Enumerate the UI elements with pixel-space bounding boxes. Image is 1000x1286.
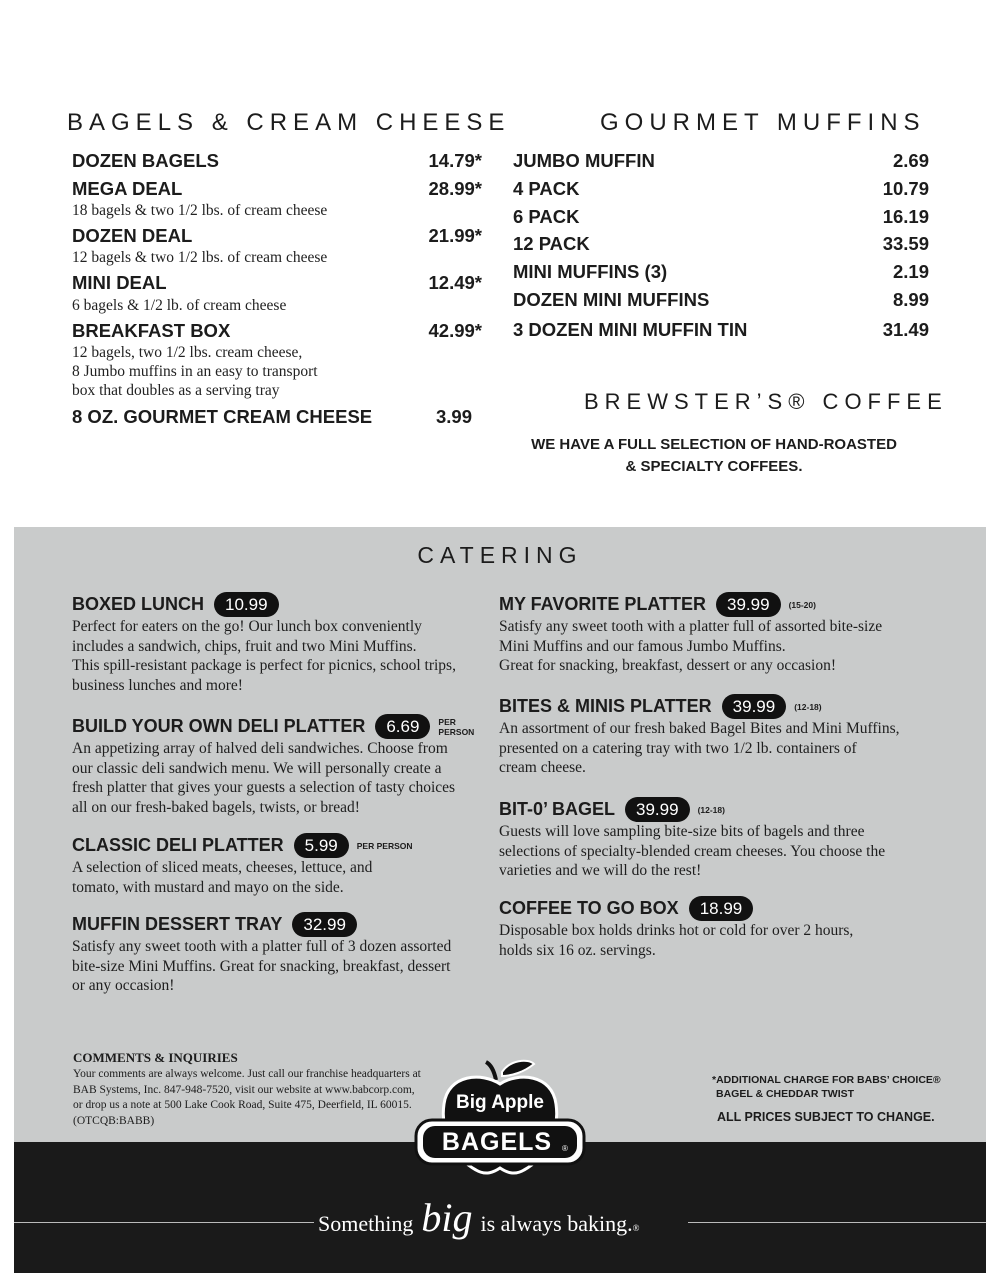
desc-line: 12 bagels, two 1/2 lbs. cream cheese,	[72, 344, 303, 361]
notice-line: *ADDITIONAL CHARGE FOR BABS’ CHOICE®	[712, 1074, 941, 1086]
catering-item-bites-minis-platter	[499, 694, 822, 719]
menu-item-12-pack	[513, 233, 929, 255]
price-badge: 18.99	[689, 896, 754, 921]
item-price: 8.99	[892, 289, 929, 310]
desc-line: selections of specialty-blended cream cheeses. You choose the	[499, 842, 886, 860]
tagline	[318, 1195, 640, 1240]
item-name: 6 PACK	[513, 206, 580, 227]
price-badge: 5.99	[294, 833, 349, 858]
item-price: 16.19	[882, 206, 929, 227]
catering-item-build-your-own-deli-platter	[72, 714, 474, 739]
item-name: BIT-0’ BAGEL	[499, 799, 616, 819]
tagline-rule-left	[14, 1222, 314, 1223]
menu-item-mini-muffin-tin	[513, 319, 929, 341]
item-price: 31.49	[882, 319, 929, 340]
desc-line: An appetizing array of halved deli sandwiches. Choose from	[72, 740, 448, 757]
price-note	[438, 717, 474, 737]
catering-item-muffin-dessert-tray	[72, 912, 357, 937]
catering-item-bit-o-bagel	[499, 797, 725, 822]
item-description	[72, 617, 456, 695]
price-badge: 10.99	[214, 592, 279, 617]
item-price: 2.69	[892, 150, 929, 171]
item-name: CLASSIC DELI PLATTER	[72, 835, 284, 855]
catering-item-coffee-to-go-box	[499, 896, 753, 921]
item-description	[72, 343, 318, 400]
catering-item-boxed-lunch	[72, 592, 279, 617]
price-badge: 32.99	[292, 912, 357, 937]
tagline-big: big	[421, 1195, 473, 1240]
bagels-section-title: BAGELS & CREAM CHEESE	[67, 109, 511, 136]
additional-charge-note	[712, 1073, 941, 1101]
tagline-rule-right	[688, 1222, 986, 1223]
comments-body	[73, 1067, 433, 1129]
item-description	[499, 617, 882, 676]
big-apple-bagels-logo	[410, 1058, 590, 1188]
coffee-note	[500, 434, 928, 478]
desc-line: A selection of sliced meats, cheeses, lettuce, and	[72, 859, 373, 876]
desc-line: fresh platter that gives your guests a selection of tasty choices	[72, 779, 456, 796]
item-description	[72, 858, 372, 897]
item-name: MEGA DEAL	[72, 178, 183, 199]
item-price: 3.99	[435, 406, 472, 427]
menu-item-dozen-mini-muffins	[513, 289, 929, 311]
muffins-section-title: GOURMET MUFFINS	[600, 109, 926, 136]
item-name: DOZEN DEAL	[72, 225, 193, 246]
item-name: DOZEN BAGELS	[72, 150, 219, 171]
desc-line: includes a sandwich, chips, fruit and two Mini Muffins.	[72, 637, 417, 655]
item-price: 10.79	[882, 178, 929, 199]
desc-line: Guests will love sampling bite-size bits of bagels and three	[499, 823, 865, 840]
menu-item-jumbo-muffin	[513, 150, 929, 172]
catering-item-classic-deli-platter	[72, 833, 413, 858]
desc-line: Satisfy any sweet tooth with a platter full of 3 dozen assorted	[72, 938, 452, 955]
tagline-after: is always baking.	[480, 1211, 633, 1236]
item-description: 6 bagels & 1/2 lb. of cream cheese	[72, 297, 287, 314]
price-badge: 6.69	[375, 714, 430, 739]
desc-line: our classic deli sandwich menu. We will personally create a	[72, 759, 442, 777]
item-name: BOXED LUNCH	[72, 594, 205, 614]
menu-item-mega-deal	[72, 178, 482, 200]
item-name: 4 PACK	[513, 178, 580, 199]
serves-note: (15-20)	[788, 599, 816, 610]
price-note: PER PERSON	[356, 840, 413, 851]
item-name: BITES & MINIS PLATTER	[499, 696, 712, 716]
desc-line: An assortment of our fresh baked Bagel Bites and Mini Muffins,	[499, 720, 900, 737]
desc-line: holds six 16 oz. servings.	[499, 941, 656, 959]
item-price: 2.19	[892, 261, 929, 282]
desc-line: tomato, with mustard and mayo on the side.	[72, 878, 344, 896]
price-badge: 39.99	[716, 592, 781, 617]
item-description	[499, 719, 900, 778]
desc-line: box that doubles as a serving tray	[72, 382, 280, 399]
menu-item-dozen-bagels	[72, 150, 482, 172]
item-name: MY FAVORITE PLATTER	[499, 594, 707, 614]
item-name: MINI DEAL	[72, 272, 167, 293]
desc-line: or any occasion!	[72, 977, 175, 994]
prices-change-note: ALL PRICES SUBJECT TO CHANGE.	[717, 1110, 935, 1124]
item-price: 14.79*	[428, 150, 482, 171]
desc-line: bite-size Mini Muffins. Great for snacking, breakfast, dessert	[72, 957, 451, 975]
desc-line: cream cheese.	[499, 759, 586, 776]
desc-line: 8 Jumbo muffins in an easy to transport	[72, 363, 318, 380]
menu-item-4-pack	[513, 178, 929, 200]
comments-line: Your comments are always welcome. Just call our franchise headquarters at	[73, 1068, 421, 1080]
menu-item-gourmet-cream-cheese	[72, 406, 472, 428]
menu-item-mini-muffins	[513, 261, 929, 283]
item-price: 28.99*	[428, 178, 482, 199]
desc-line: Great for snacking, breakfast, dessert or any occasion!	[499, 657, 836, 674]
item-name: MINI MUFFINS (3)	[513, 261, 668, 282]
comments-line: (OTCQB:BABB)	[73, 1114, 155, 1127]
desc-line: Perfect for eaters on the go! Our lunch box conveniently	[72, 618, 422, 635]
desc-line: Satisfy any sweet tooth with a platter full of assorted bite-size	[499, 618, 883, 635]
coffee-note-line: WE HAVE A FULL SELECTION OF HAND-ROASTED	[531, 436, 897, 453]
logo-line2: BAGELS	[441, 1128, 553, 1156]
desc-line: presented on a catering tray with two 1/2 lb. containers of	[499, 739, 857, 757]
tagline-before: Something	[318, 1211, 414, 1236]
item-name: MUFFIN DESSERT TRAY	[72, 914, 283, 934]
item-description	[72, 739, 455, 817]
item-name: JUMBO MUFFIN	[513, 150, 655, 171]
comments-line: or drop us a note at 500 Lake Cook Road, Suite 475, Deerfield, IL 60015.	[73, 1099, 412, 1111]
menu-item-breakfast-box	[72, 320, 482, 342]
item-price: 21.99*	[428, 225, 482, 246]
desc-line: all on our fresh-baked bagels, twists, or bread!	[72, 798, 360, 816]
item-name: 12 PACK	[513, 233, 590, 254]
catering-section-title: CATERING	[417, 542, 583, 568]
item-name: BREAKFAST BOX	[72, 320, 231, 341]
item-description	[499, 921, 853, 960]
serves-note: (12-18)	[794, 701, 822, 712]
coffee-note-line: & SPECIALTY COFFEES.	[625, 458, 803, 475]
item-name: COFFEE TO GO BOX	[499, 898, 679, 918]
comments-title: COMMENTS & INQUIRIES	[73, 1050, 238, 1065]
item-price: 33.59	[882, 233, 929, 254]
note-line: PER	[438, 716, 456, 727]
desc-line: business lunches and more!	[72, 676, 243, 694]
apple-logo-icon	[410, 1058, 590, 1188]
item-description	[72, 937, 451, 996]
logo-line1: Big Apple	[456, 1092, 544, 1113]
item-price: 12.49*	[428, 272, 482, 293]
item-description: 18 bagels & two 1/2 lbs. of cream cheese	[72, 202, 328, 219]
desc-line: This spill-resistant package is perfect for picnics, school trips,	[72, 657, 456, 674]
menu-item-mini-deal	[72, 272, 482, 294]
item-price: 42.99*	[428, 320, 482, 341]
serves-note: (12-18)	[697, 804, 725, 815]
item-name: 8 OZ. GOURMET CREAM CHEESE	[72, 406, 373, 427]
price-badge: 39.99	[722, 694, 787, 719]
notice-line: BAGEL & CHEDDAR TWIST	[716, 1088, 855, 1100]
note-line: PERSON	[438, 726, 475, 737]
comments-line: BAB Systems, Inc. 847-948-7520, visit our website at www.babcorp.com,	[73, 1083, 415, 1096]
desc-line: Mini Muffins and our famous Jumbo Muffins.	[499, 637, 786, 655]
item-description: 12 bagels & two 1/2 lbs. of cream cheese	[72, 249, 328, 266]
logo-reg: ®	[562, 1144, 568, 1153]
coffee-section-title: BREWSTER’S® COFFEE	[584, 389, 948, 414]
menu-item-6-pack	[513, 206, 929, 228]
price-badge: 39.99	[625, 797, 690, 822]
item-name: DOZEN MINI MUFFINS	[513, 289, 710, 310]
item-description	[499, 822, 885, 881]
catering-item-my-favorite-platter	[499, 592, 816, 617]
desc-line: Disposable box holds drinks hot or cold for over 2 hours,	[499, 922, 854, 939]
item-name: BUILD YOUR OWN DELI PLATTER	[72, 716, 366, 736]
item-name: 3 DOZEN MINI MUFFIN TIN	[513, 319, 748, 340]
tagline-reg: ®	[632, 1223, 640, 1233]
desc-line: varieties and we will do the rest!	[499, 862, 702, 879]
menu-item-dozen-deal	[72, 225, 482, 247]
